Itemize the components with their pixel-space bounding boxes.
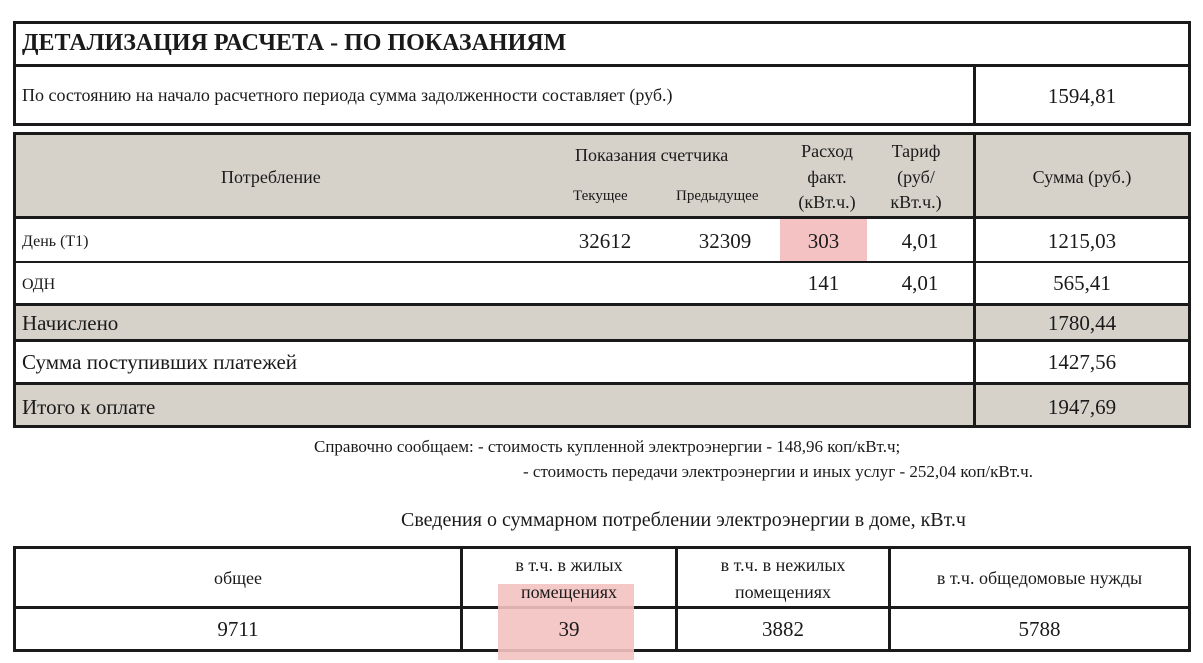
note-line-1: Справочно сообщаем: - стоимость купленной электроэнергии - 148,96 коп/кВт.ч; — [314, 437, 901, 456]
page-title: ДЕТАЛИЗАЦИЯ РАСЧЕТА - ПО ПОКАЗАНИЯМ — [22, 30, 567, 56]
header-meter-readings: Показания счетчика — [575, 145, 729, 165]
table-header-divider — [13, 216, 1191, 219]
header-tariff-line3: кВт.ч.) — [890, 192, 942, 212]
accrued-label: Начислено — [22, 311, 119, 335]
house-value-total: 9711 — [217, 617, 259, 641]
row-divider-1 — [16, 261, 1188, 263]
debt-label: По состоянию на начало расчетного периода сумма задолженности составляет (руб.) — [22, 85, 673, 105]
note-line-2: - стоимость передачи электроэнергии и иных услуг - 252,04 коп/кВт.ч. — [523, 462, 1033, 481]
row-divider-3 — [13, 339, 1191, 342]
total-label: Итого к оплате — [22, 395, 156, 419]
payments-value: 1427,56 — [1047, 350, 1117, 374]
house-header-nonresidential-line1: в т.ч. в нежилых — [720, 555, 846, 575]
row2-tariff: 4,01 — [901, 271, 939, 295]
header-previous: Предыдущее — [676, 188, 759, 204]
house-value-nonresidential: 3882 — [762, 617, 804, 641]
total-value: 1947,69 — [1047, 395, 1117, 419]
house-header-common: в т.ч. общедомовые нужды — [936, 568, 1143, 588]
header-usage-line1: Расход — [801, 141, 853, 161]
row1-usage: 303 — [807, 229, 840, 253]
header-sum: Сумма (руб.) — [1032, 167, 1132, 187]
row2-sum: 565,41 — [1053, 271, 1111, 295]
row1-tariff: 4,01 — [901, 229, 939, 253]
house-header-total: общее — [214, 568, 262, 588]
header-tariff-line1: Тариф — [891, 141, 941, 161]
house-header-nonresidential-line2: помещениях — [734, 582, 832, 602]
house-value-common: 5788 — [1018, 617, 1061, 641]
header-current: Текущее — [573, 188, 628, 204]
row1-previous: 32309 — [698, 229, 752, 253]
row1-name: День (Т1) — [22, 233, 89, 250]
header-tariff-line2: (руб/ — [897, 167, 935, 187]
house-title: Сведения о суммарном потреблении электроэнергии в доме, кВт.ч — [401, 509, 966, 531]
accrued-value: 1780,44 — [1047, 311, 1117, 335]
header-usage-line2: факт. — [807, 167, 847, 187]
house-header-residential-line1: в т.ч. в жилых — [515, 555, 623, 575]
row1-sum: 1215,03 — [1047, 229, 1117, 253]
row2-usage: 141 — [807, 271, 840, 295]
house-value-residential: 39 — [558, 617, 580, 641]
row2-name: ОДН — [22, 276, 56, 293]
house-header-residential-line2: помещениях — [520, 582, 618, 602]
title-divider — [13, 64, 1191, 67]
header-consumption: Потребление — [221, 167, 321, 187]
debt-value: 1594,81 — [1047, 84, 1117, 108]
payments-label: Сумма поступивших платежей — [22, 350, 298, 374]
row1-current: 32612 — [578, 229, 632, 253]
header-usage-line3: (кВт.ч.) — [798, 192, 856, 212]
